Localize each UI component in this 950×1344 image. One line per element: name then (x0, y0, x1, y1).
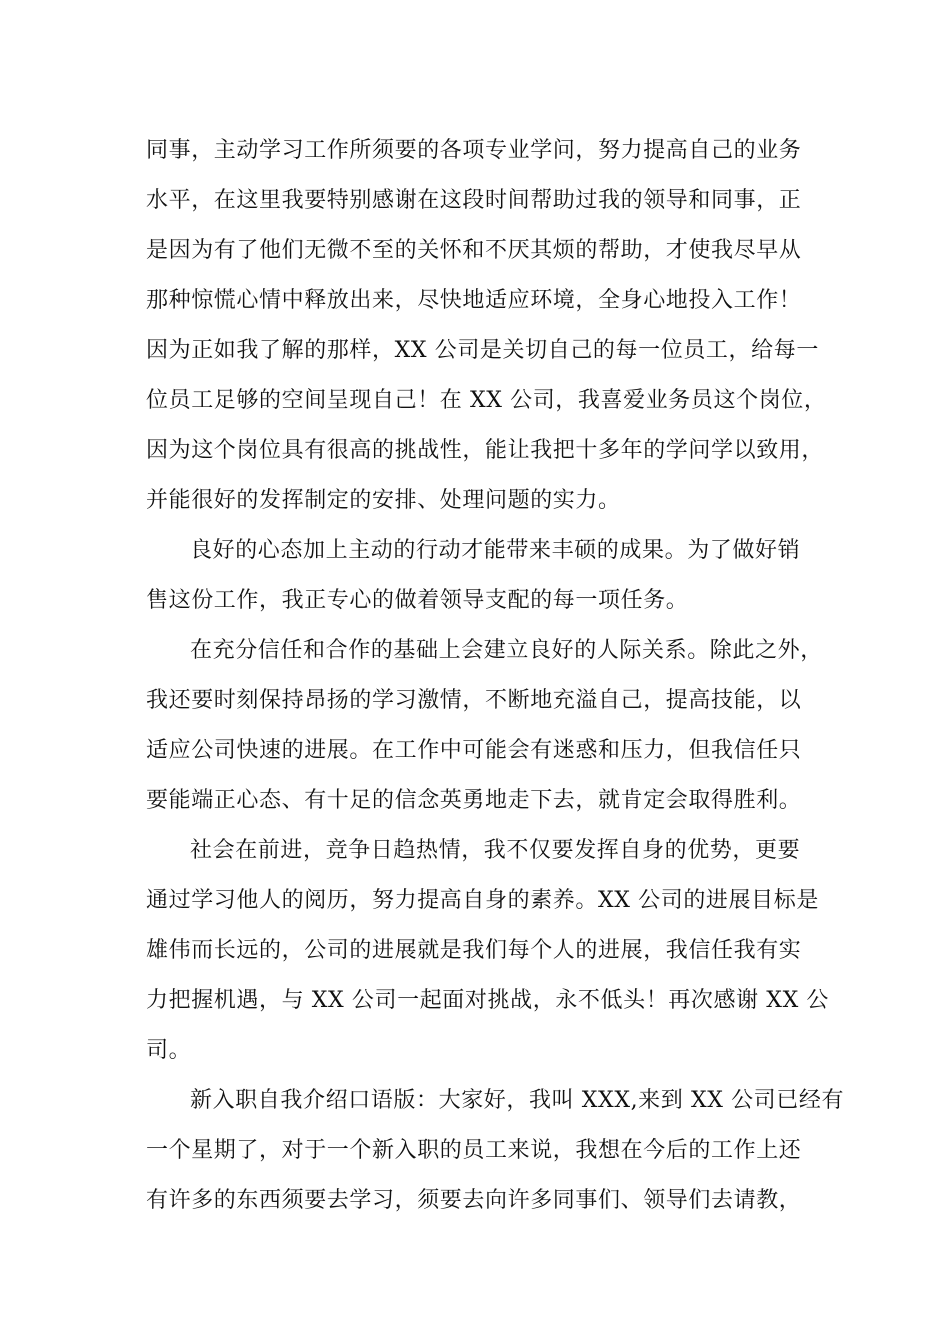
text-line: 通过学习他人的阅历，努力提高自身的素养。XX 公司的进展目标是 (146, 888, 819, 913)
text-line: 并能很好的发挥制定的安排、处理问题的实力。 (146, 488, 621, 513)
text-line: 因为正如我了解的那样，XX 公司是关切自己的每一位员工，给每一 (146, 338, 819, 363)
text-line: 司。 (146, 1038, 192, 1063)
text-line: 有许多的东西须要去学习，须要去向许多同事们、领导们去请教， (146, 1188, 802, 1213)
text-line: 位员工足够的空间呈现自己！在 XX 公司，我喜爱业务员这个岗位， (146, 388, 827, 413)
paragraph-first-line: 新入职自我介绍口语版：大家好，我叫 XXX,来到 XX 公司已经有 (190, 1088, 845, 1113)
paragraph-first-line: 在充分信任和合作的基础上会建立良好的人际关系。除此之外， (190, 638, 823, 663)
paragraph-first-line: 良好的心态加上主动的行动才能带来丰硕的成果。为了做好销 (190, 538, 801, 563)
text-line: 我还要时刻保持昂扬的学习激情，不断地充溢自己，提高技能，以 (146, 688, 802, 713)
text-line: 售这份工作，我正专心的做着领导支配的每一项任务。 (146, 588, 689, 613)
text-line: 是因为有了他们无微不至的关怀和不厌其烦的帮助，才使我尽早从 (146, 238, 802, 263)
text-line: 同事，主动学习工作所须要的各项专业学问，努力提高自己的业务 (146, 138, 802, 163)
text-line: 力把握机遇，与 XX 公司一起面对挑战，永不低头！再次感谢 XX 公 (146, 988, 830, 1013)
text-line: 雄伟而长远的，公司的进展就是我们每个人的进展，我信任我有实 (146, 938, 802, 963)
text-line: 那种惊慌心情中释放出来，尽快地适应环境，全身心地投入工作！ (146, 288, 802, 313)
text-line: 一个星期了，对于一个新入职的员工来说，我想在今后的工作上还 (146, 1138, 802, 1163)
text-line: 要能端正心态、有十足的信念英勇地走下去，就肯定会取得胜利。 (146, 788, 802, 813)
text-line: 因为这个岗位具有很高的挑战性，能让我把十多年的学问学以致用， (146, 438, 825, 463)
paragraph-first-line: 社会在前进，竞争日趋热情，我不仅要发挥自身的优势，更要 (190, 838, 801, 863)
text-line: 水平，在这里我要特别感谢在这段时间帮助过我的领导和同事，正 (146, 188, 802, 213)
text-line: 适应公司快速的进展。在工作中可能会有迷惑和压力，但我信任只 (146, 738, 802, 763)
